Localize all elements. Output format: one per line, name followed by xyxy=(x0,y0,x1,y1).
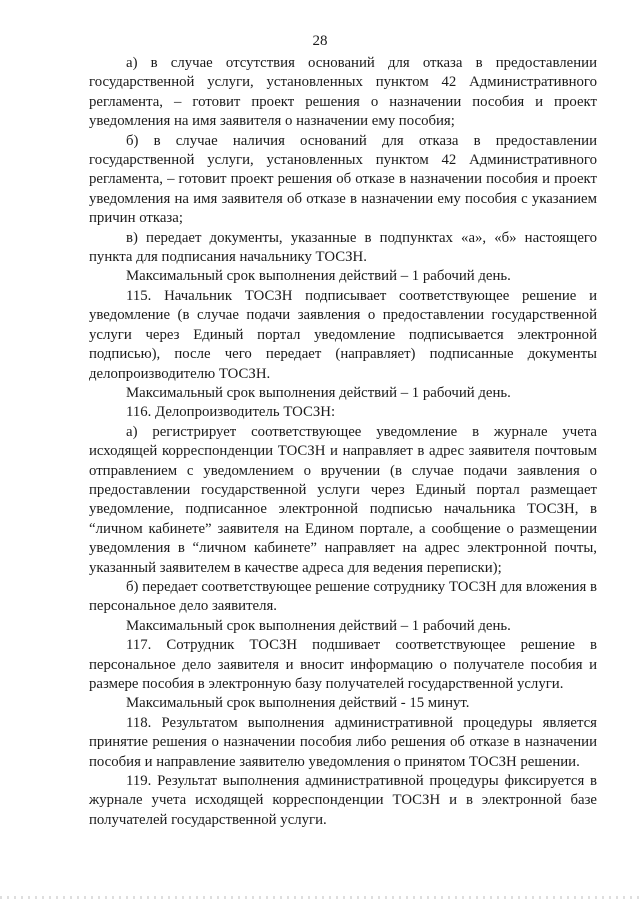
paragraph-deadline: Максимальный срок выполнения действий - 15 минут. xyxy=(126,695,470,712)
paragraph-item-115: 115. Начальник ТОСЗН подписывает соответствующее решение и уведомление (в случае подачи заявления о предоставлении государственной услуги через Единый портал уведомление подписывается электронной подписью), после чего передает (направляет) подписанные документы делопроизводителю ТОСЗН. xyxy=(89,287,597,382)
paragraph-sub-v-transfer: в) передает документы, указанные в подпунктах «а», «б» настоящего пункта для подписания начальнику ТОСЗН. xyxy=(89,229,597,266)
paragraph-deadline: Максимальный срок выполнения действий – 1 рабочий день. xyxy=(126,384,511,401)
paragraph-deadline: Максимальный срок выполнения действий – 1 рабочий день. xyxy=(126,617,511,634)
paragraph-sub-a-no-grounds: а) в случае отсутствия оснований для отказа в предоставлении государственной услуги, установленных пунктом 42 Административного регламента, – готовит проект решения о назначении пособия и проект уведомления на имя заявителя о назначении ему пособия; xyxy=(89,55,597,130)
page-number: 28 xyxy=(312,33,328,49)
paragraph-item-116-a: а) регистрирует соответствующее уведомление в журнале учета исходящей корреспонденции ТОСЗН и направляет в адрес заявителя почтовым отправлением с уведомлением о вручении (в случае подачи заявления о предоставлении государственной услуги через Единый портал размещает уведомление, подписанное электронной подписью начальника ТОСЗН, в “личном кабинете” заявителя на Едином портале, а сообщение о размещении уведомления в “личном кабинете” направляет на адрес электронной почты, указанный заявителем в качестве адреса для ведения переписки); xyxy=(89,423,597,576)
paragraph-item-116-b: б) передает соответствующее решение сотруднику ТОСЗН для вложения в персональное дело заявителя. xyxy=(89,578,597,615)
paragraph-item-116: 116. Делопроизводитель ТОСЗН: xyxy=(126,404,336,421)
paragraph-deadline: Максимальный срок выполнения действий – 1 рабочий день. xyxy=(126,268,511,285)
paragraph-item-117: 117. Сотрудник ТОСЗН подшивает соответствующее решение в персональное дело заявителя и вносит информацию о получателе пособия и размере пособия в электронную базу получателей государственной услуги. xyxy=(89,637,597,692)
paragraph-sub-b-grounds: б) в случае наличия оснований для отказа в предоставлении государственной услуги, установленных пунктом 42 Административного регламента, – готовит проект решения об отказе в назначении пособия и проект уведомления на имя заявителя об отказе в назначении ему пособия с указанием причин отказа; xyxy=(89,132,597,227)
scan-edge-artifact xyxy=(0,896,640,899)
paragraph-item-118: 118. Результатом выполнения административной процедуры является принятие решения о назначении пособия либо решения об отказе в назначении пособия и направление заявителю уведомления о принятом ТОСЗН решении. xyxy=(89,714,597,770)
paragraph-item-119: 119. Результат выполнения административной процедуры фиксируется в журнале учета исходящей корреспонденции ТОСЗН и в электронной базе получателей государственной услуги. xyxy=(89,773,597,828)
document-body xyxy=(89,54,597,830)
